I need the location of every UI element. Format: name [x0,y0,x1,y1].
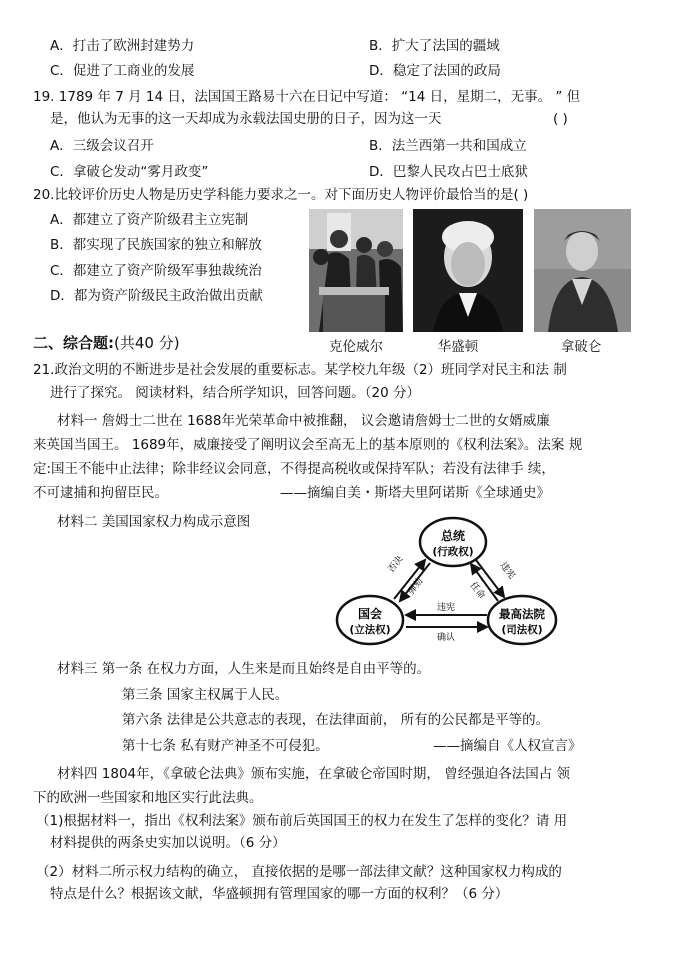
legislative-node-title: 国会 [357,607,383,621]
material1-line2: 来英国当国王。 1689年，威廉接受了阐明议会至高无上的基本原则的《权利法案》。法案 规 [33,437,583,453]
label-impeach: 弹劾 [406,576,426,597]
q20-option-a: A．都建立了资产阶级君主立宪制 [50,212,249,228]
power-structure-diagram [330,515,570,655]
q19-stem-line2: 是，他认为无事的这一天却成为永载法国史册的日子，因为这一天 [50,111,442,127]
caption-napoleon: 拿破仑 [560,339,602,355]
material1-source: ——摘编自美・斯塔夫里阿诺斯《全球通史》 [280,485,550,501]
q21-stem-line1: 21.政治文明的不断进步是社会发展的重要标志。某学校九年级（2）班同学对民主和法 制 [33,362,567,378]
label-unconstitutional-1: 违宪 [497,560,517,582]
material3-line2: 第三条 国家主权属于人民。 [122,687,289,703]
q18-option-a: A．打击了欧洲封建势力 [50,38,195,54]
material3-line4: 第十七条 私有财产神圣不可侵犯。 [122,738,329,754]
subquestion2-line2: 特点是什么？根据该文献，华盛顿拥有管理国家的哪一方面的权利？（6 分） [50,886,509,902]
q19-answer-blank: ( ) [553,111,568,127]
q20-option-b: B．都实现了民族国家的独立和解放 [50,237,262,253]
executive-node-subtitle: (行政权) [432,546,474,558]
material2-label: 材料二 美国国家权力构成示意图 [57,514,251,530]
napoleon-photo [534,209,631,332]
cromwell-photo [309,209,403,332]
caption-washington: 华盛顿 [437,339,479,355]
washington-photo [413,209,523,332]
judicial-node-title: 最高法院 [499,607,545,621]
judicial-node-subtitle: (司法权) [501,624,543,636]
q19-option-a: A．三级会议召开 [50,138,154,154]
section-title-text: 二、综合题: [33,334,114,352]
legislative-node-subtitle: (立法权) [349,624,391,636]
q19-option-b: B．法兰西第一共和国成立 [369,138,527,154]
q18-option-d: D．稳定了法国的政局 [369,63,501,79]
q19-option-c: C．拿破仑发动“雾月政变” [50,164,209,180]
section-title [33,333,180,353]
executive-node-title: 总统 [440,529,466,543]
q19-option-d: D．巴黎人民攻占巴士底狱 [369,164,528,180]
label-unconstitutional-2: 违宪 [436,603,456,613]
material4-line2: 下的欧洲一些国家和地区实行此法典。 [33,790,263,806]
q18-option-c: C．促进了工商业的发展 [50,63,195,79]
caption-cromwell: 克伦威尔 [329,339,383,355]
q20-option-c: C．都建立了资产阶级军事独裁统治 [50,263,262,279]
q20-stem: 20.比较评价历史人物是历史学科能力要求之一。对下面历史人物评价最恰当的是( ) [33,187,529,203]
label-confirm: 确认 [436,633,456,643]
q18-option-b: B．扩大了法国的疆域 [369,38,500,54]
q19-stem-line1: 19. 1789 年 7 月 14 日，法国国王路易十六在日记中写道： “14 日，星期二，无事。 ” 但 [33,89,581,105]
label-appoint: 任命 [467,580,487,602]
material1-line1: 材料一 詹姆士二世在 1688年光荣革命中被推翻， 议会邀请詹姆士二世的女婿威廉 [57,413,550,429]
subquestion1-line1: （1)根据材料一，指出《权利法案》颁布前后英国国王的权力在发生了怎样的变化？请 用 [36,813,568,829]
material1-line3: 定:国王不能中止法律；除非经议会同意，不得提高税收或保持军队；若没有法律手 续， [33,461,555,477]
label-veto: 否决 [386,554,406,575]
material1-line4: 不可逮捕和拘留臣民。 [33,485,168,501]
material3-source: ——摘编自《人权宣言》 [433,738,582,754]
material4-line1: 材料四 1804年，《拿破仑法典》颁布实施，在拿破仑帝国时期， 曾经强迫各法国占 领 [57,766,570,782]
subquestion2-line1: （2）材料二所示权力结构的确立， 直接依据的是哪一部法律文献？这种国家权力构成的 [36,864,562,880]
subquestion1-line2: 材料提供的两条史实加以说明。（6 分） [50,835,286,851]
q20-option-d: D．都为资产阶级民主政治做出贡献 [50,288,263,304]
material3-line1: 材料三 第一条 在权力方面，人生来是而且始终是自由平等的。 [57,661,431,677]
material3-line3: 第六条 法律是公共意志的表现，在法律面前， 所有的公民都是平等的。 [122,712,550,728]
q21-stem-line2: 进行了探究。 阅读材料，结合所学知识，回答问题。（20 分） [50,385,421,401]
section-points: (共40 分) [114,334,180,352]
